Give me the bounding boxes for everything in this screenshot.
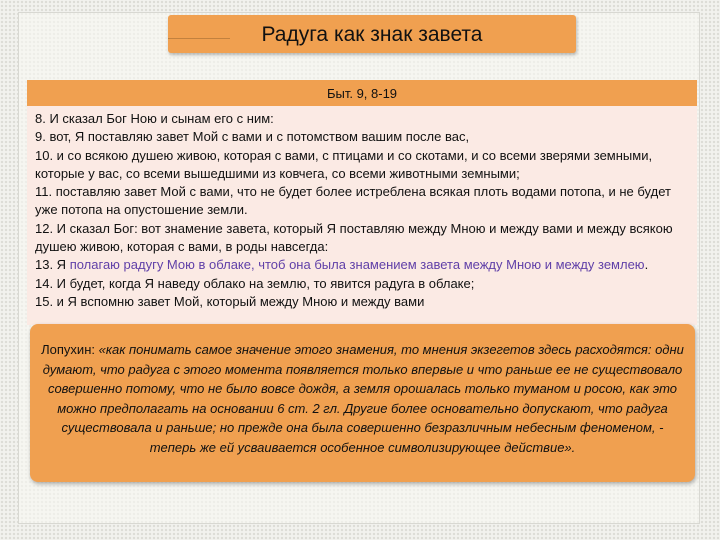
verse-8: 8. И сказал Бог Ною и сынам его с ним: <box>35 111 274 126</box>
verse-13-suffix: . <box>644 257 649 273</box>
commentary-text <box>40 340 685 457</box>
verse-10: 10. и со всякою душею живою, которая с вами, с птицами и со скотами, и со всеми зверями земными, которые у вас, со всеми вышедшими из ковчега, со всеми животными земными; <box>35 147 653 181</box>
verse-14: 14. И будет, когда Я наведу облако на землю, то явится радуга в облаке; <box>35 275 475 291</box>
verse-15: 15. и Я вспомню завет Мой, который между Мною и между вами <box>35 293 425 309</box>
verse-12: 12. И сказал Бог: вот знамение завета, который Я поставляю между Мною и между вами и между всякою душею живою, которая с вами, в роды навсегда: <box>35 220 673 255</box>
verse-13-prefix: 13. Я <box>35 257 70 273</box>
verse-9: 9. вот, Я поставляю завет Мой с вами и с потомством вашим после вас, <box>35 129 470 145</box>
verse-13-highlight: полагаю радугу Мою в облаке, чтоб она была знамением завета между Мною и между землею <box>69 257 645 273</box>
commentary-author: Лопухин: <box>41 342 95 357</box>
verses-panel <box>27 106 697 325</box>
scripture-reference: Быт. 9, 8-19 <box>27 80 697 106</box>
verse-11: 11. поставляю завет Мой с вами, что не будет более истреблена всякая плоть водами потопа, и не будет уже потопа на опустошение земли. <box>35 184 671 218</box>
commentary-quote: «как понимать самое значение этого знамения, то мнения экзегетов здесь расходятся: одни думают, что радуга с этого момента появляется только впервые и что раньше ее не существовало совершенно потому, что не было вовсе дождя, а земля орошалась только туманом и росою, как это можно предполагать на основании 6 ст. 2 гл. Другие более основательно допускают, что радуга существовала и раньше; но прежде она была совершенно безразличным небесным феноменом, - теперь же ей усваивается особенное символизирующее действие». <box>42 342 684 455</box>
slide-title: Радуга как знак завета <box>261 23 483 46</box>
verse-13 <box>27 256 697 274</box>
